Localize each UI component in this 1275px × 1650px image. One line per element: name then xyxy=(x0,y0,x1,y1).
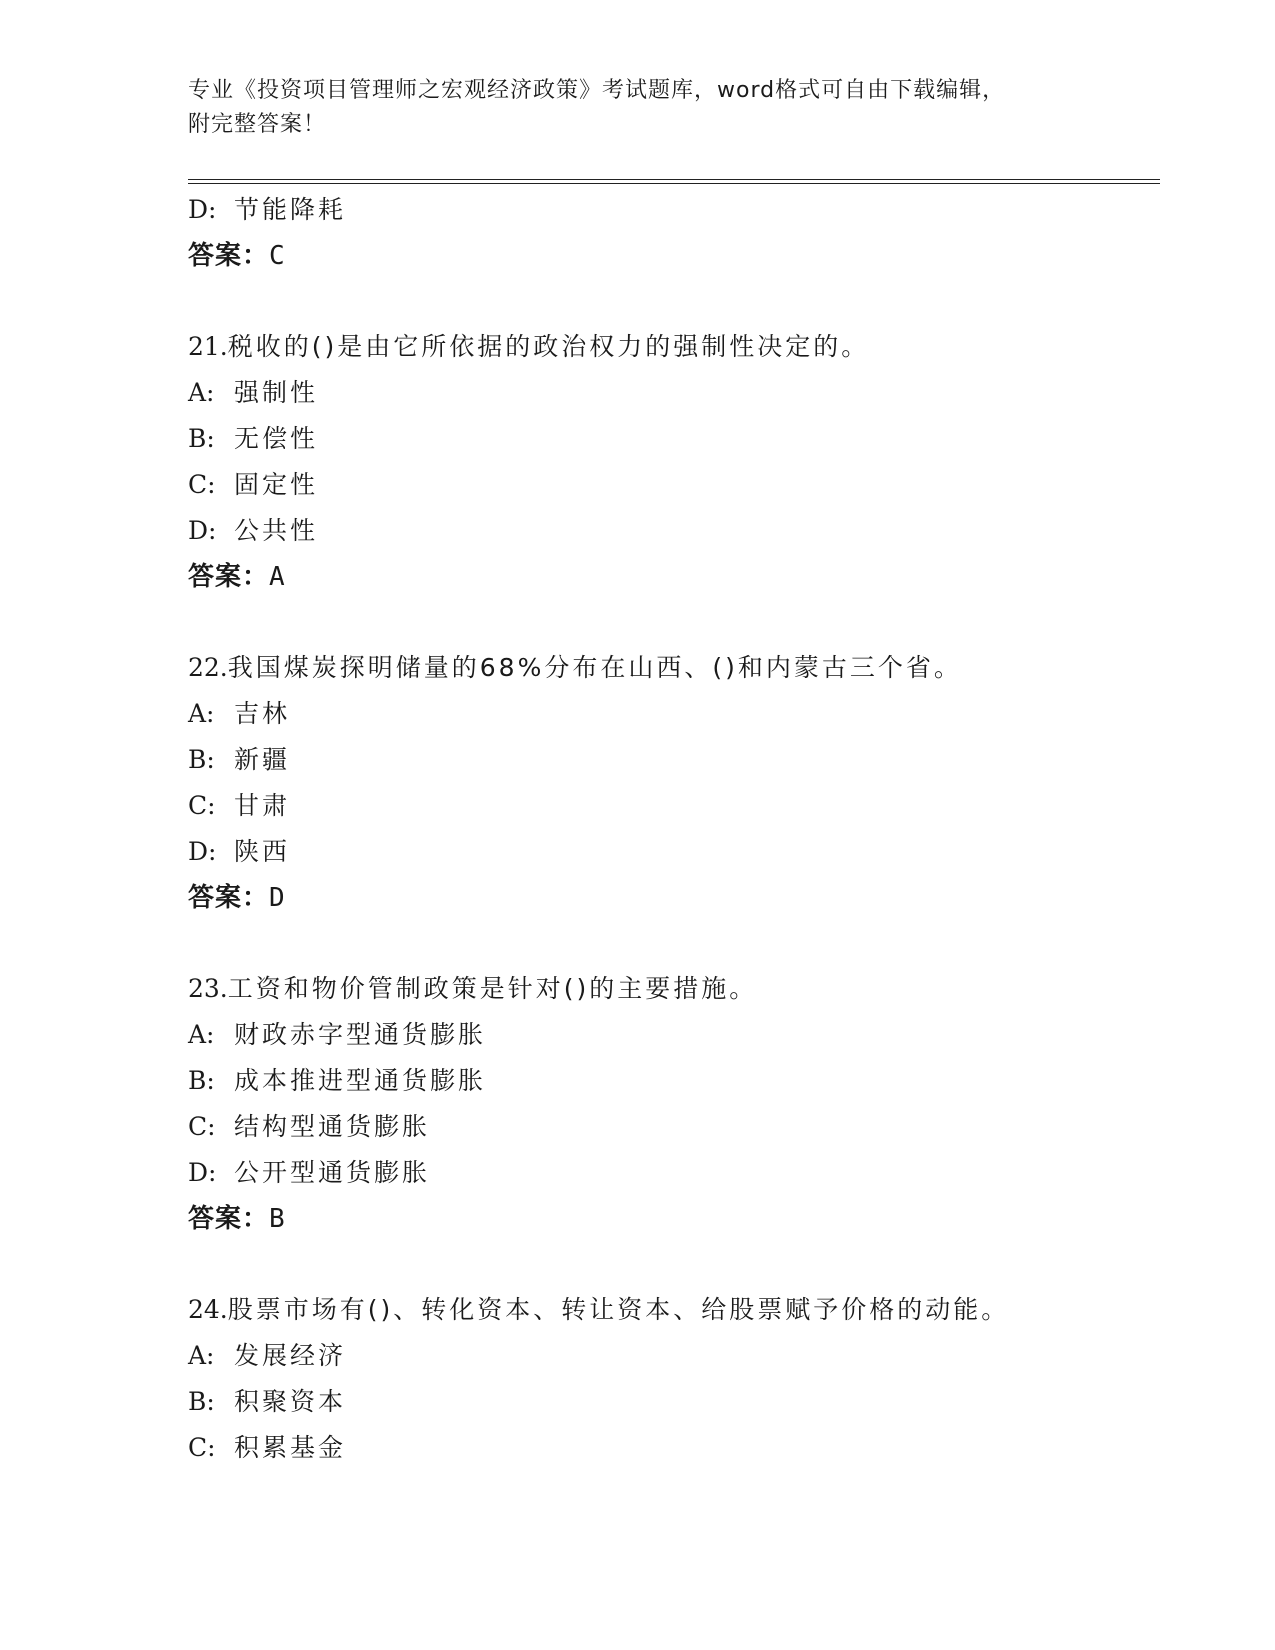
option-label: A: xyxy=(188,1020,215,1049)
option-label: B: xyxy=(188,1066,215,1095)
header-line-2: 附完整答案！ xyxy=(188,112,327,137)
option-text: 积累基金 xyxy=(234,1433,347,1462)
question-block xyxy=(188,645,1160,921)
answer-prefix: 答案： xyxy=(188,241,270,271)
spacer xyxy=(188,600,1160,645)
question-text: 我国煤炭探明储量的68%分布在山西、()和内蒙古三个省。 xyxy=(227,653,962,682)
question-title xyxy=(188,966,1160,1012)
option-label: C: xyxy=(188,1433,216,1462)
option-text: 吉林 xyxy=(234,699,291,728)
option-label: A: xyxy=(188,378,215,407)
option-text: 公共性 xyxy=(234,516,319,545)
option-item xyxy=(188,829,1160,875)
option-label: C: xyxy=(188,791,216,820)
option-text: 新疆 xyxy=(234,745,291,774)
option-label: D: xyxy=(188,195,217,224)
option-text: 财政赤字型通货膨胀 xyxy=(234,1020,487,1049)
option-item xyxy=(188,462,1160,508)
option-item xyxy=(188,187,1160,233)
option-label: D: xyxy=(188,516,217,545)
option-label: A: xyxy=(188,1341,215,1370)
option-item xyxy=(188,1104,1160,1150)
option-item xyxy=(188,1333,1160,1379)
option-label: C: xyxy=(188,470,216,499)
option-item xyxy=(188,737,1160,783)
option-text: 陕西 xyxy=(234,837,291,866)
question-title xyxy=(188,324,1160,370)
question-title xyxy=(188,645,1160,691)
option-item xyxy=(188,1379,1160,1425)
option-label: D: xyxy=(188,1158,217,1187)
question-block xyxy=(188,1287,1160,1471)
answer-line xyxy=(188,1196,1160,1242)
question-text: 工资和物价管制政策是针对()的主要措施。 xyxy=(227,974,758,1003)
question-number: 24. xyxy=(188,1295,228,1324)
question-number: 23. xyxy=(188,974,228,1003)
option-label: B: xyxy=(188,424,215,453)
option-item xyxy=(188,691,1160,737)
option-text: 发展经济 xyxy=(234,1341,347,1370)
option-text: 无偿性 xyxy=(234,424,319,453)
header-divider-bottom xyxy=(188,183,1160,184)
question-number: 22. xyxy=(188,653,228,682)
question-number: 21. xyxy=(188,332,228,361)
option-label: B: xyxy=(188,745,215,774)
option-label: B: xyxy=(188,1387,215,1416)
option-item xyxy=(188,508,1160,554)
question-text: 税收的()是由它所依据的政治权力的强制性决定的。 xyxy=(227,332,870,361)
option-text: 固定性 xyxy=(234,470,319,499)
spacer xyxy=(188,921,1160,966)
question-block xyxy=(188,324,1160,600)
answer-prefix: 答案： xyxy=(188,1204,270,1234)
answer-line xyxy=(188,875,1160,921)
answer-line xyxy=(188,233,1160,279)
answer-line xyxy=(188,554,1160,600)
header-divider-top xyxy=(188,179,1160,180)
answer-value: C xyxy=(269,241,286,271)
document-header xyxy=(188,74,1068,142)
option-text: 强制性 xyxy=(234,378,319,407)
option-text: 成本推进型通货膨胀 xyxy=(234,1066,487,1095)
option-text: 结构型通货膨胀 xyxy=(234,1112,431,1141)
option-item xyxy=(188,783,1160,829)
option-item xyxy=(188,1150,1160,1196)
answer-value: D xyxy=(269,883,286,913)
option-item xyxy=(188,1012,1160,1058)
answer-prefix: 答案： xyxy=(188,562,270,592)
option-item xyxy=(188,1058,1160,1104)
option-label: C: xyxy=(188,1112,216,1141)
option-label: A: xyxy=(188,699,215,728)
header-line-1: 专业《投资项目管理师之宏观经济政策》考试题库，word格式可自由下载编辑， xyxy=(188,78,1006,103)
spacer xyxy=(188,1242,1160,1287)
option-text: 节能降耗 xyxy=(234,195,347,224)
option-item xyxy=(188,1425,1160,1471)
option-text: 公开型通货膨胀 xyxy=(234,1158,431,1187)
option-label: D: xyxy=(188,837,217,866)
option-text: 甘肃 xyxy=(234,791,291,820)
option-text: 积聚资本 xyxy=(234,1387,347,1416)
option-item xyxy=(188,416,1160,462)
option-item xyxy=(188,370,1160,416)
question-list xyxy=(188,187,1160,1471)
answer-value: B xyxy=(269,1204,286,1234)
answer-prefix: 答案： xyxy=(188,883,270,913)
answer-value: A xyxy=(269,562,286,592)
question-block xyxy=(188,966,1160,1242)
spacer xyxy=(188,279,1160,324)
question-title xyxy=(188,1287,1160,1333)
question-text: 股票市场有()、转化资本、转让资本、给股票赋予价格的动能。 xyxy=(227,1295,1010,1324)
